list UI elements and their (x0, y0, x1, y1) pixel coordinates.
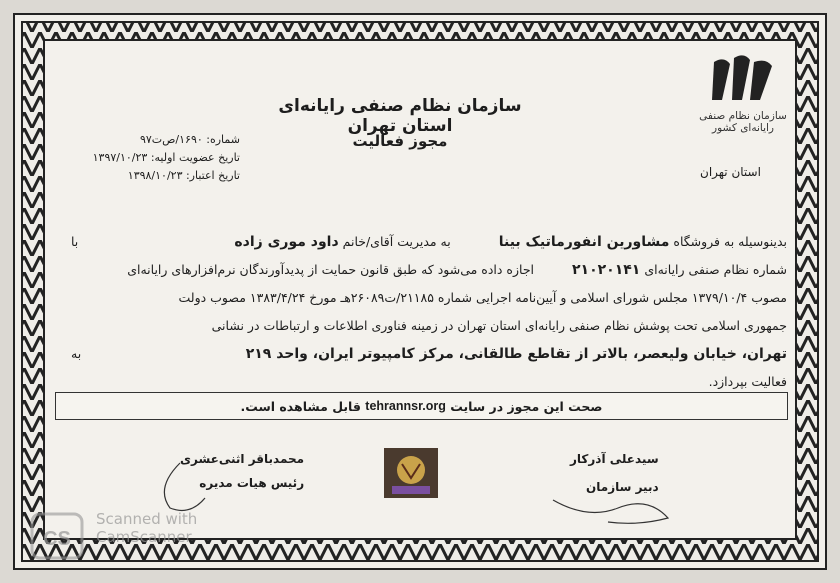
chairman-title: رئیس هیات مدیره (199, 476, 305, 490)
document-number: شماره: ۱۶۹۰/ص‌ت۹۷ (139, 133, 240, 146)
document-meta (60, 131, 240, 185)
secretary-title: دبیر سازمان (586, 480, 659, 494)
body-line-1: بدینوسیله به فروشگاه مشاورین انفورماتیک بینا به مدیریت آقای/خانم داود موری زاده با (71, 234, 787, 250)
verification-site-link[interactable]: tehrannsr.org (365, 399, 446, 413)
document-title: مجوز فعالیت (352, 132, 448, 150)
logo-caption: سازمان نظام صنفی رایانه‌ای کشور (699, 110, 787, 134)
manager-name: داود موری زاده (234, 234, 339, 250)
body-line-2: شماره نظام صنفی رایانه‌ای ۲۱۰۲۰۱۴۱ اجازه داده می‌شود که طبق قانون حمایت از پدیدآورندگان نرم‌افزارهای رایانه‌ای (127, 262, 787, 278)
validity-date: تاریخ اعتبار: ۱۳۹۸/۱۰/۲۳ (127, 169, 240, 182)
system-number: ۲۱۰۲۰۱۴۱ (571, 262, 641, 278)
logo-emblem-icon (708, 52, 778, 104)
verification-box: صحت این مجوز در سایت tehrannsr.org قابل مشاهده است. (55, 392, 788, 420)
province-label: استان تهران (700, 165, 761, 179)
organization-logo (688, 52, 798, 134)
organization-title: سازمان نظام صنفی رایانه‌ای استان تهران (278, 96, 522, 136)
svg-text:CS: CS (43, 528, 71, 550)
body-line-3: مصوب ۱۳۷۹/۱۰/۴ مجلس شورای اسلامی و آیین‌نامه اجرایی شماره ۲۱۱۸۵/ت۲۶۰۸۹هـ مورخ ۱۳۸۳/۴/۲۴ مصوب دولت (178, 290, 787, 305)
hologram-seal-icon (384, 448, 438, 498)
shop-name: مشاورین انفورماتیک بینا (498, 234, 670, 250)
body-line-4: جمهوری اسلامی تحت پوشش نظام صنفی رایانه‌ای استان تهران در زمینه فناوری اطلاعات و ارتباطات در نشانی (211, 318, 787, 333)
secretary-signature-scribble (548, 490, 678, 530)
body-line-6: فعالیت بپردازد. (708, 374, 787, 389)
camscanner-watermark: Scanned with CamScanner (96, 510, 198, 546)
license-body (65, 228, 787, 396)
secretary-name: سیدعلی آذرکار (570, 452, 659, 466)
first-membership-date: تاریخ عضویت اولیه: ۱۳۹۷/۱۰/۲۳ (92, 151, 240, 164)
chairman-name: محمدباقر اثنی‌عشری (180, 452, 305, 466)
body-line-5: تهران، خیابان ولیعصر، بالاتر از تقاطع طالقانی، مرکز کامپیوتر ایران، واحد ۲۱۹ به (71, 346, 787, 362)
signature-secretary (570, 452, 659, 494)
address: تهران، خیابان ولیعصر، بالاتر از تقاطع طالقانی، مرکز کامپیوتر ایران، واحد ۲۱۹ (245, 346, 787, 362)
